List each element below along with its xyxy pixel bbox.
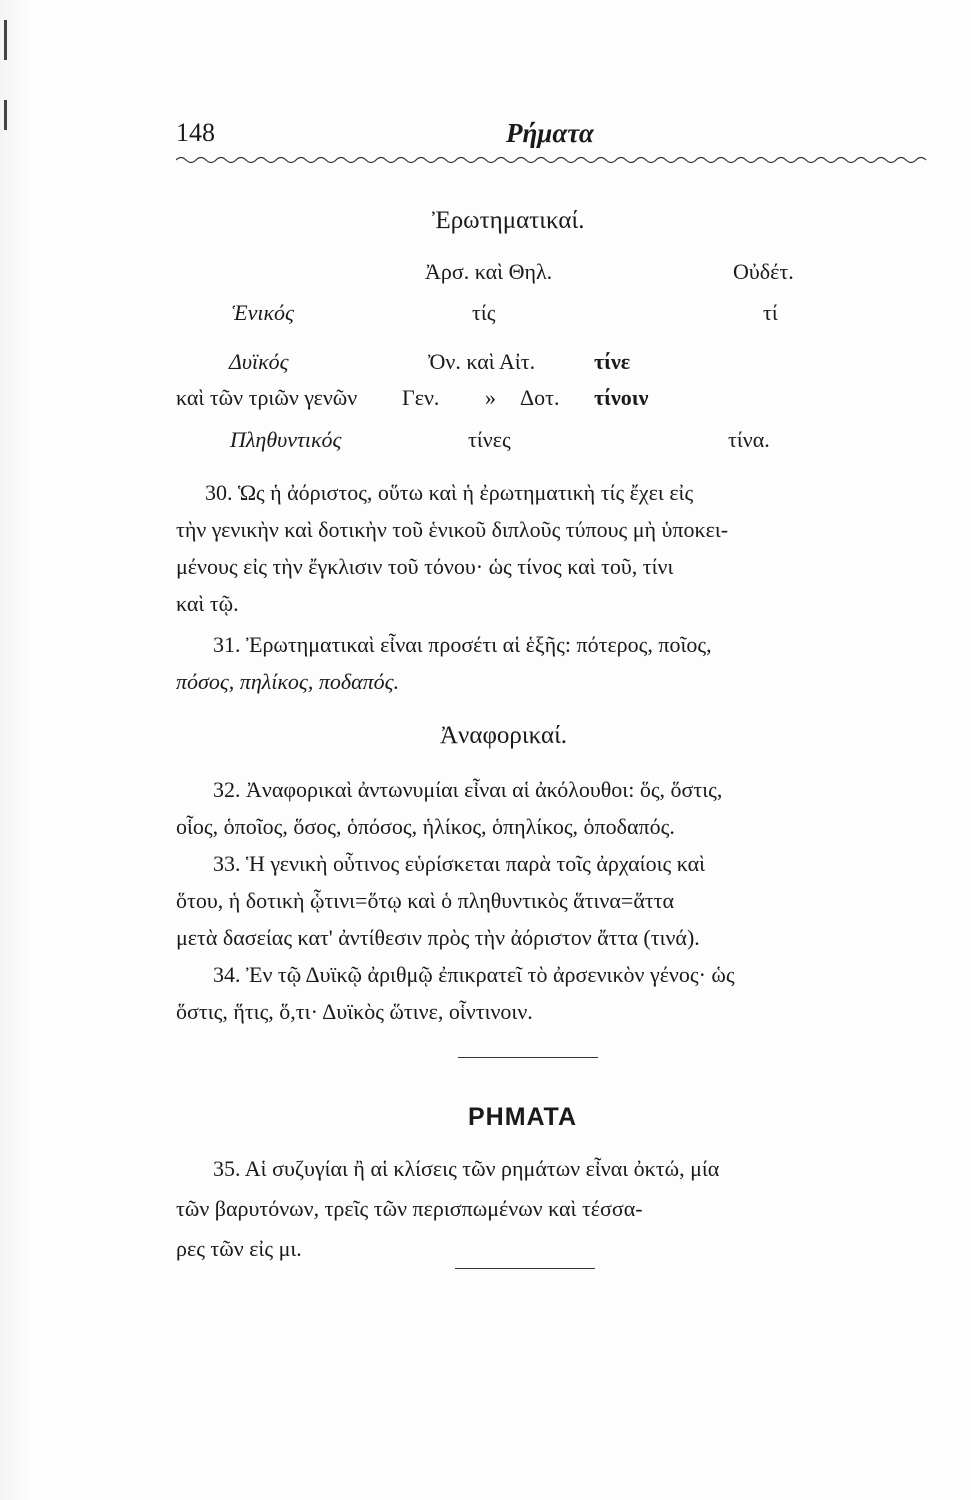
end-divider xyxy=(455,1268,595,1269)
dual-nominative-label: Ὀν. καὶ Αἰτ. xyxy=(428,349,536,374)
page-edge-mark xyxy=(4,100,7,130)
paragraph-32-line: οἷος, ὁποῖος, ὅσος, ὁπόσος, ἡλίκος, ὁπηλίκος, ὁποδαπός. xyxy=(176,814,675,839)
row-label-plural: Πληθυντικός xyxy=(230,427,342,452)
page-edge-mark xyxy=(4,20,7,60)
paragraph-35-line: τῶν βαρυτόνων, τρεῖς τῶν περισπωμένων καὶ τέσσα- xyxy=(176,1196,643,1221)
header-wavy-rule xyxy=(176,155,928,165)
paragraph-34-line: ὅστις, ἥτις, ὅ,τι· Δυϊκὸς ὥτινε, οἷντινοιν. xyxy=(176,999,533,1024)
paragraph-33-line: μετὰ δασείας κατ' ἀντίθεσιν πρὸς τὴν ἀόριστον ἄττα (τινά). xyxy=(176,925,700,950)
running-title: Ρήματα xyxy=(506,118,594,148)
section-divider xyxy=(458,1057,598,1058)
dual-nominative-form: τίνε xyxy=(594,349,631,374)
row-label-singular: Ἑνικός xyxy=(232,300,294,325)
dual-dative-label: Δοτ. xyxy=(520,385,560,410)
col-header-masc-fem: Ἀρσ. καὶ Θηλ. xyxy=(425,259,553,284)
page-number: 148 xyxy=(176,118,215,147)
plural-neuter-form: τίνα. xyxy=(728,427,770,452)
paragraph-33-line: ὅτου, ἡ δοτικὴ ᾧτινι=ὅτῳ καὶ ὁ πληθυντικὸς ἅτινα=ἅττα xyxy=(176,888,675,913)
dual-genitive-label: Γεν. xyxy=(402,385,440,410)
singular-neuter-form: τί xyxy=(763,300,778,325)
paragraph-30-line: τὴν γενικὴν καὶ δοτικὴν τοῦ ἑνικοῦ διπλοῦς τύπους μὴ ὑποκει- xyxy=(176,517,729,542)
plural-masc-fem-form: τίνες xyxy=(468,427,511,452)
page-header xyxy=(176,118,596,158)
paragraph-30-line: μένους εἰς τὴν ἔγκλισιν τοῦ τόνου· ὡς τίνος καὶ τοῦ, τίνι xyxy=(176,554,674,579)
paragraph-30-line: καὶ τῷ. xyxy=(176,591,239,616)
dual-ditto-mark: » xyxy=(485,385,496,410)
relative-heading: Ἀναφορικαί. xyxy=(440,722,568,749)
paragraph-30-line: 30. Ὡς ἡ ἀόριστος, οὕτω καὶ ἡ ἐρωτηματικὴ τίς ἔχει εἰς xyxy=(205,480,694,505)
paragraph-31-line: 31. Ἐρωτηματικαὶ εἶναι προσέτι αἱ ἑξῆς: πότερος, ποῖος, xyxy=(213,632,712,657)
paragraph-35-line: 35. Αἱ συζυγίαι ἢ αἱ κλίσεις τῶν ρημάτων εἶναι ὀκτώ, μία xyxy=(213,1156,720,1181)
col-header-neuter: Οὐδέτ. xyxy=(733,259,794,284)
row-label-dual: Δυϊκός xyxy=(229,349,289,374)
singular-masc-fem-form: τίς xyxy=(472,300,496,325)
dual-genitive-form: τίνοιν xyxy=(594,385,649,410)
dual-all-genders-label: καὶ τῶν τριῶν γενῶν xyxy=(176,385,358,410)
paragraph-33-line: 33. Ἡ γενικὴ οὗτινος εὑρίσκεται παρὰ τοῖς ἀρχαίοις καὶ xyxy=(213,851,706,876)
interrogative-heading: Ἐρωτηματικαί. xyxy=(432,207,585,234)
paragraph-35-line: ρες τῶν εἰς μι. xyxy=(176,1236,302,1261)
paragraph-32-line: 32. Ἀναφορικαὶ ἀντωνυμίαι εἶναι αἱ ἀκόλουθοι: ὅς, ὅστις, xyxy=(213,777,723,802)
paragraph-31-line: πόσος, πηλίκος, ποδαπός. xyxy=(176,669,400,694)
chapter-title: ΡΗΜΑΤΑ xyxy=(468,1103,578,1131)
paragraph-34-line: 34. Ἐν τῷ Δυϊκῷ ἀριθμῷ ἐπικρατεῖ τὸ ἀρσενικὸν γένος· ὡς xyxy=(213,962,735,987)
